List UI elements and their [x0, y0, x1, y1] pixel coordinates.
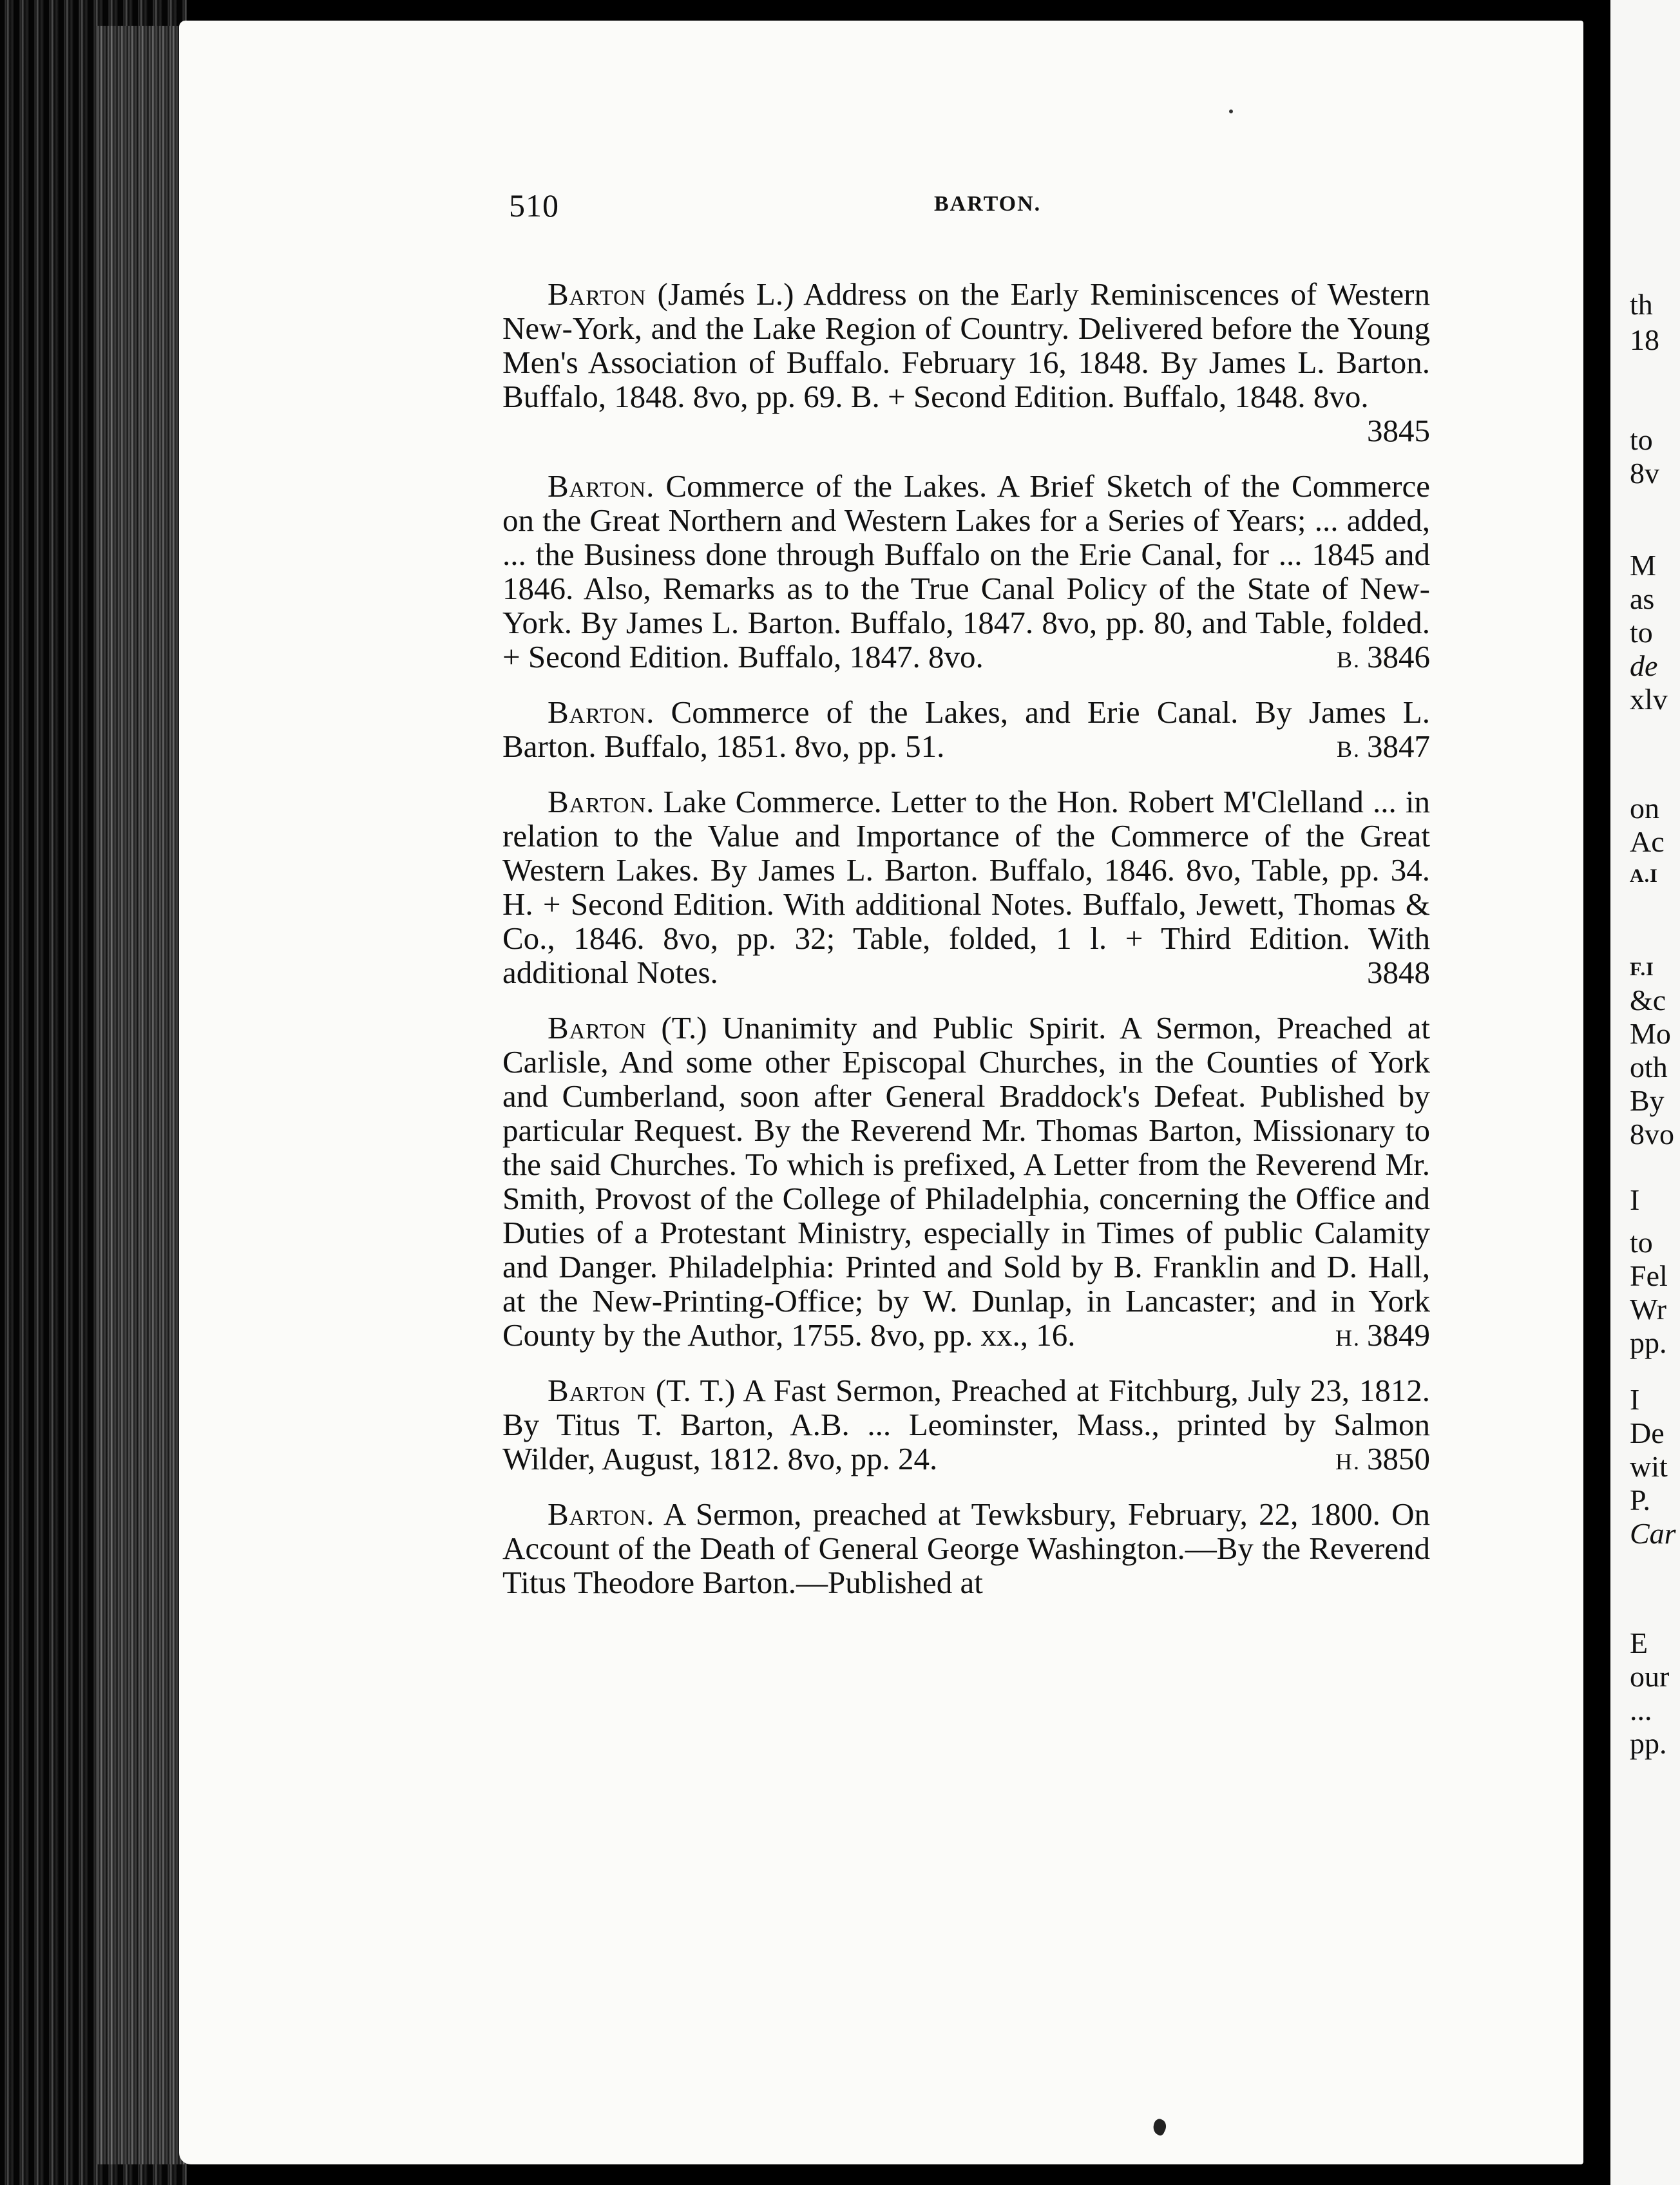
library-code: B. [1336, 647, 1360, 673]
facing-page-fragment: De [1630, 1417, 1665, 1449]
entry-number-block [1292, 729, 1430, 767]
facing-page-fragment: A.I [1630, 865, 1658, 886]
facing-page-fragment: to [1630, 423, 1653, 456]
facing-page-fragment: P. [1630, 1484, 1650, 1516]
bibliography-entries [502, 277, 1430, 1617]
facing-page-fragment: F.I [1630, 959, 1654, 980]
entry-number: 3849 [1367, 1317, 1430, 1353]
facing-page-fragment: Car [1630, 1517, 1676, 1550]
entry-text: . A Sermon, preached at Tewksbury, February, 22, 1800. On Account of the Death of General George Washington.—By the Reverend Titus Theodore Barton.—Published at [502, 1496, 1430, 1600]
facing-page-fragment: By [1630, 1084, 1665, 1117]
facing-page-fragment: E [1630, 1627, 1648, 1659]
facing-page-fragment: Ac [1630, 825, 1665, 858]
entry-author: Barton [548, 1373, 647, 1408]
entry-number: 3847 [1367, 729, 1430, 764]
entry-text: . Commerce of the Lakes, and Erie Canal. By James L. Barton. Buffalo, 1851. 8vo, pp. 51. [502, 694, 1430, 764]
bibliography-entry [502, 1011, 1430, 1355]
entry-author: Barton [548, 1010, 647, 1045]
bibliography-entry [502, 785, 1430, 993]
bibliography-entry [502, 277, 1430, 451]
entry-number: 3846 [1367, 639, 1430, 674]
entry-number-block [1292, 640, 1430, 677]
bibliography-entry [502, 1373, 1430, 1479]
library-code: H. [1335, 1449, 1360, 1474]
entry-number-block [1315, 955, 1430, 993]
entry-number: 3850 [1367, 1441, 1430, 1476]
facing-page-fragment: Fel [1630, 1259, 1668, 1292]
page-number: 510 [509, 187, 559, 224]
facing-page-fragment: I [1630, 1383, 1640, 1416]
entry-number: 3845 [1367, 413, 1430, 448]
entry-text: . Lake Commerce. Letter to the Hon. Robert M'Clelland ... in relation to the Value and Importance of the Commerce of the Great Western Lakes. By James L. Barton. Buffalo, 1846. 8vo, Table, pp. 34. H. + Second Edition. With additional Notes. Buffalo, Jewett, Thomas & Co., 1846. 8vo, pp. 32; Table, folded, 1 l. + Third Edition. With additional Notes. [502, 784, 1430, 990]
facing-page-fragment: Mo [1630, 1017, 1671, 1050]
facing-page-fragment: de [1630, 649, 1658, 682]
facing-page-fragment: on [1630, 792, 1659, 825]
running-head: BARTON. [934, 192, 1042, 216]
entry-author: Barton [548, 694, 647, 730]
entry-author: Barton [548, 468, 647, 504]
entry-text: (T. T.) A Fast Sermon, Preached at Fitchburg, July 23, 1812. By Titus T. Barton, A.B. ... Leominster, Mass., printed by Salmon Wilder, August, 1812. 8vo, pp. 24. [502, 1373, 1430, 1476]
entry-author: Barton [548, 276, 647, 312]
library-code: H. [1335, 1325, 1360, 1351]
facing-page-fragment: 18 [1630, 323, 1659, 356]
entry-author: Barton [548, 784, 647, 819]
facing-page-fragment: pp. [1630, 1326, 1667, 1359]
page-header [509, 187, 1430, 232]
facing-page-fragment: oth [1630, 1051, 1668, 1083]
facing-page-fragment: ... [1630, 1694, 1652, 1726]
facing-page-fragment: to [1630, 1226, 1653, 1259]
facing-page-fragment: Wr [1630, 1293, 1666, 1326]
entry-number-block [1315, 414, 1430, 451]
facing-page-fragment: 8v [1630, 457, 1659, 490]
library-code: B. [1336, 736, 1360, 762]
entry-number-block [1290, 1318, 1430, 1355]
facing-page-fragment: 8vo [1630, 1118, 1674, 1150]
facing-page-fragment: I [1630, 1183, 1640, 1216]
bibliography-entry [502, 695, 1430, 767]
page-speck [1229, 110, 1233, 113]
facing-page-fragment: our [1630, 1660, 1670, 1693]
facing-page-fragment: to [1630, 616, 1653, 649]
bibliography-entry [502, 1497, 1430, 1599]
facing-page-fragment: th [1630, 288, 1653, 321]
facing-page-fragment: M [1630, 549, 1656, 582]
entry-text: . Commerce of the Lakes. A Brief Sketch of the Commerce on the Great Northern and Western Lakes for a Series of Years; ... added, ... the Business done through Buffalo on the Erie Canal, for ... 1845 and 1846. Also, Remarks as to the True Canal Policy of the State of New-York. By James L. Barton. Buffalo, 1847. 8vo, pp. 80, and Table, folded. + Second Edition. Buffalo, 1847. 8vo. [502, 468, 1430, 674]
facing-page-fragment: wit [1630, 1450, 1668, 1483]
entry-text: (Jamés L.) Address on the Early Reminiscences of Western New-York, and the Lake Region of Country. Delivered before the Young Men's Association of Buffalo. February 16, 1848. By James L. Barton. Buffalo, 1848. 8vo, pp. 69. B. + Second Edition. Buffalo, 1848. 8vo. [502, 276, 1430, 414]
bibliography-entry [502, 469, 1430, 677]
page-edges [97, 26, 187, 2164]
entry-number-block [1290, 1442, 1430, 1479]
facing-page-fragment: as [1630, 582, 1655, 615]
entry-text: (T.) Unanimity and Public Spirit. A Sermon, Preached at Carlisle, And some other Episcopal Churches, in the Counties of York and Cumberland, soon after General Braddock's Defeat. Published by particular Request. By the Reverend Mr. Thomas Barton, Missionary to the said Churches. To which is prefixed, A Letter from the Reverend Mr. Smith, Provost of the College of Philadelphia, concerning the Office and Duties of a Protestant Ministry, especially in Times of public Calamity and Danger. Philadelphia: Printed and Sold by B. Franklin and D. Hall, at the New-Printing-Office; by W. Dunlap, in Lancaster; and in York County by the Author, 1755. 8vo, pp. xx., 16. [502, 1010, 1430, 1353]
facing-page-fragment: &c [1630, 984, 1666, 1016]
facing-page-fragment: xlv [1630, 683, 1668, 716]
entry-number: 3848 [1367, 955, 1430, 990]
entry-author: Barton [548, 1496, 647, 1532]
facing-page-fragment: pp. [1630, 1727, 1667, 1760]
facing-page-edge [1610, 0, 1680, 2185]
